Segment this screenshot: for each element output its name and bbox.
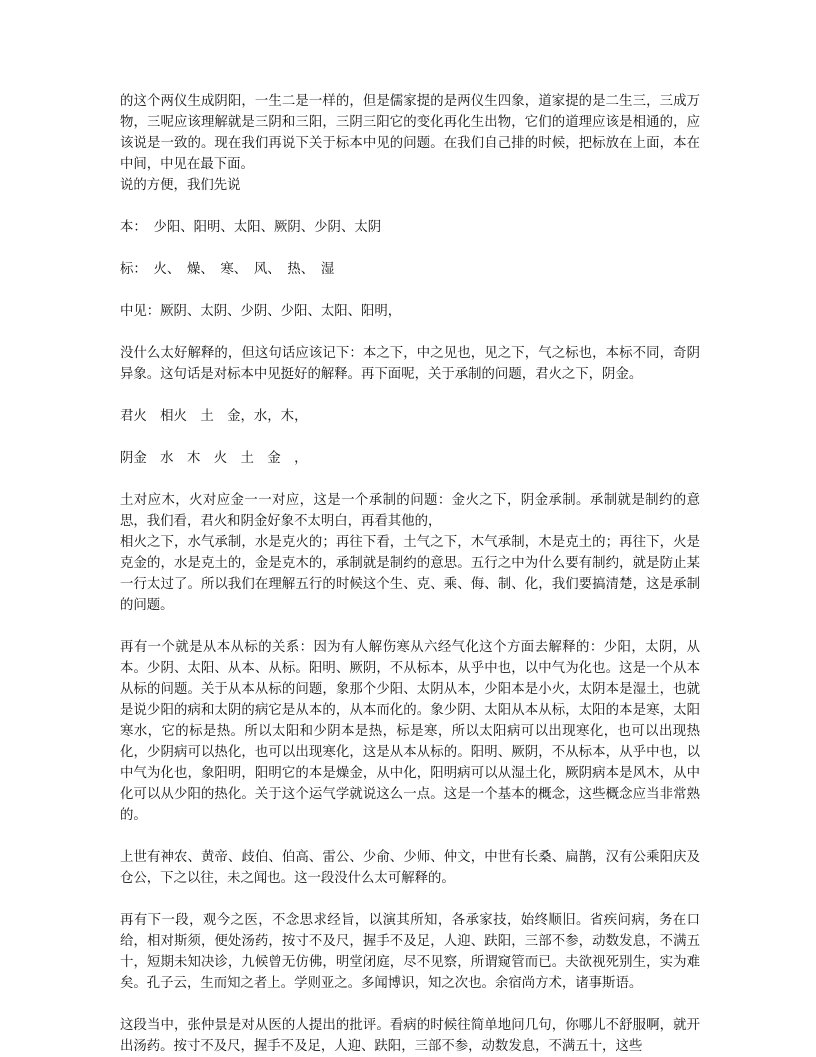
paragraph-yinjin-row: 阴金 水 木 火 土 金 ， <box>120 451 308 466</box>
blank-line <box>120 280 700 301</box>
paragraph-intro: 说的方便，我们先说 <box>120 178 241 193</box>
blank-line <box>120 469 700 490</box>
blank-line <box>120 616 700 637</box>
paragraph-zhangzhongjing: 这段当中，张仲景是对从医的人提出的批评。看病的时候往简单地问几句，你哪儿不舒服啊，就开出汤药。按寸不及尺，握手不及足，人迎、趺阳，三部不参，动数发息，不满五十，这些 <box>120 1018 700 1054</box>
blank-line <box>120 826 700 847</box>
blank-line <box>120 385 700 406</box>
blank-line <box>120 322 700 343</box>
paragraph-ben: 本： 少阳、阳明、太阳、厥阴、少阴、太阴 <box>120 220 382 235</box>
paragraph-zhongjian: 中见：厥阴、太阴、少阴、少阳、太阳、阳明， <box>120 304 402 319</box>
paragraph-xianghuo: 相火之下，水气承制，水是克火的；再往下看，土气之下，木气承制，木是克土的；再往下，火是克金的，水是克土的，金是克木的，承制就是制约的意思。五行之中为什么要有制约，就是防止某一行太过了。所以我们在理解五行的时候这个生、克、乘、侮、制、化，我们要搞清楚，这是承制的问题。 <box>120 535 700 613</box>
paragraph-congben-congbiao: 再有一个就是从本从标的关系：因为有人解伤寒从六经气化这个方面去解释的：少阳，太阴，从本。少阴、太阳、从本、从标。阳明、厥阴，不从标本，从乎中也，以中气为化也。这是一个从本从标的问题。关于从本从标的问题，象那个少阳、太阴从本，少阳本是小火，太阴本是湿土，也就是说少阳的病和太阴的病它是从本的，从本而化的。象少阴、太阳从本从标，太阳的本是寒，太阳寒水，它的标是热。所以太阳和少阴本是热，标是寒，所以太阳病可以出现寒化，也可以出现热化，少阴病可以热化，也可以出现寒化，这是从本从标的。阳明、厥阴，不从标本，从乎中也，以中气为化也，象阳明，阳明它的本是燥金，从中化，阳明病可以从湿土化，厥阴病本是风木，从中化可以从少阳的热化。关于这个运气学就说这么一点。这是一个基本的概念，这些概念应当非常熟的。 <box>120 640 700 823</box>
blank-line <box>120 889 700 910</box>
paragraph-biao: 标： 火、 燥、 寒、 风、 热、 湿 <box>120 262 335 277</box>
paragraph-shangshi: 上世有神农、黄帝、歧伯、伯高、雷公、少俞、少师、仲文，中世有长桑、扁鹊，汉有公乘阳庆及仓公，下之以往，未之闻也。这一段没什么太可解释的。 <box>120 850 700 886</box>
blank-line <box>120 427 700 448</box>
paragraph-guanjin: 再有下一段，观今之医，不念思求经旨，以演其所知，各承家技，始终顺旧。省疾问病，务在口给，相对斯须，便处汤药，按寸不及尺，握手不及足，人迎、趺阳，三部不参，动数发息，不满五十，短期未知决诊，九候曾无仿佛，明堂闭庭，尽不见察，所谓窥管而已。夫欲视死别生，实为难矣。孔子云，生而知之者上。学则亚之。多闻博识，知之次也。余宿尚方术，诸事斯语。 <box>120 913 700 991</box>
paragraph-explanation: 没什么太好解释的，但这句话应该记下：本之下，中之见也，见之下，气之标也，本标不同，奇阴异象。这句话是对标本中见挺好的解释。再下面呢，关于承制的问题，君火之下，阴金。 <box>120 346 700 382</box>
blank-line <box>120 196 700 217</box>
paragraph-chengzhi: 土对应木，火对应金一一对应，这是一个承制的问题：金火之下，阴金承制。承制就是制约的意思，我们看，君火和阴金好象不太明白，再看其他的， <box>120 493 700 529</box>
document-page <box>120 91 700 1057</box>
blank-line <box>120 238 700 259</box>
blank-line <box>120 994 700 1015</box>
paragraph-liangyi: 的这个两仪生成阴阳，一生二是一样的，但是儒家提的是两仪生四象，道家提的是二生三，三成万物，三呢应该理解就是三阴和三阳，三阴三阳它的变化再化生出物，它们的道理应该是相通的，应该说是一致的。现在我们再说下关于标本中见的问题。在我们自己排的时候，把标放在上面，本在中间，中见在最下面。 <box>120 94 700 172</box>
paragraph-junhuo-row: 君火 相火 土 金，水，木， <box>120 409 308 424</box>
